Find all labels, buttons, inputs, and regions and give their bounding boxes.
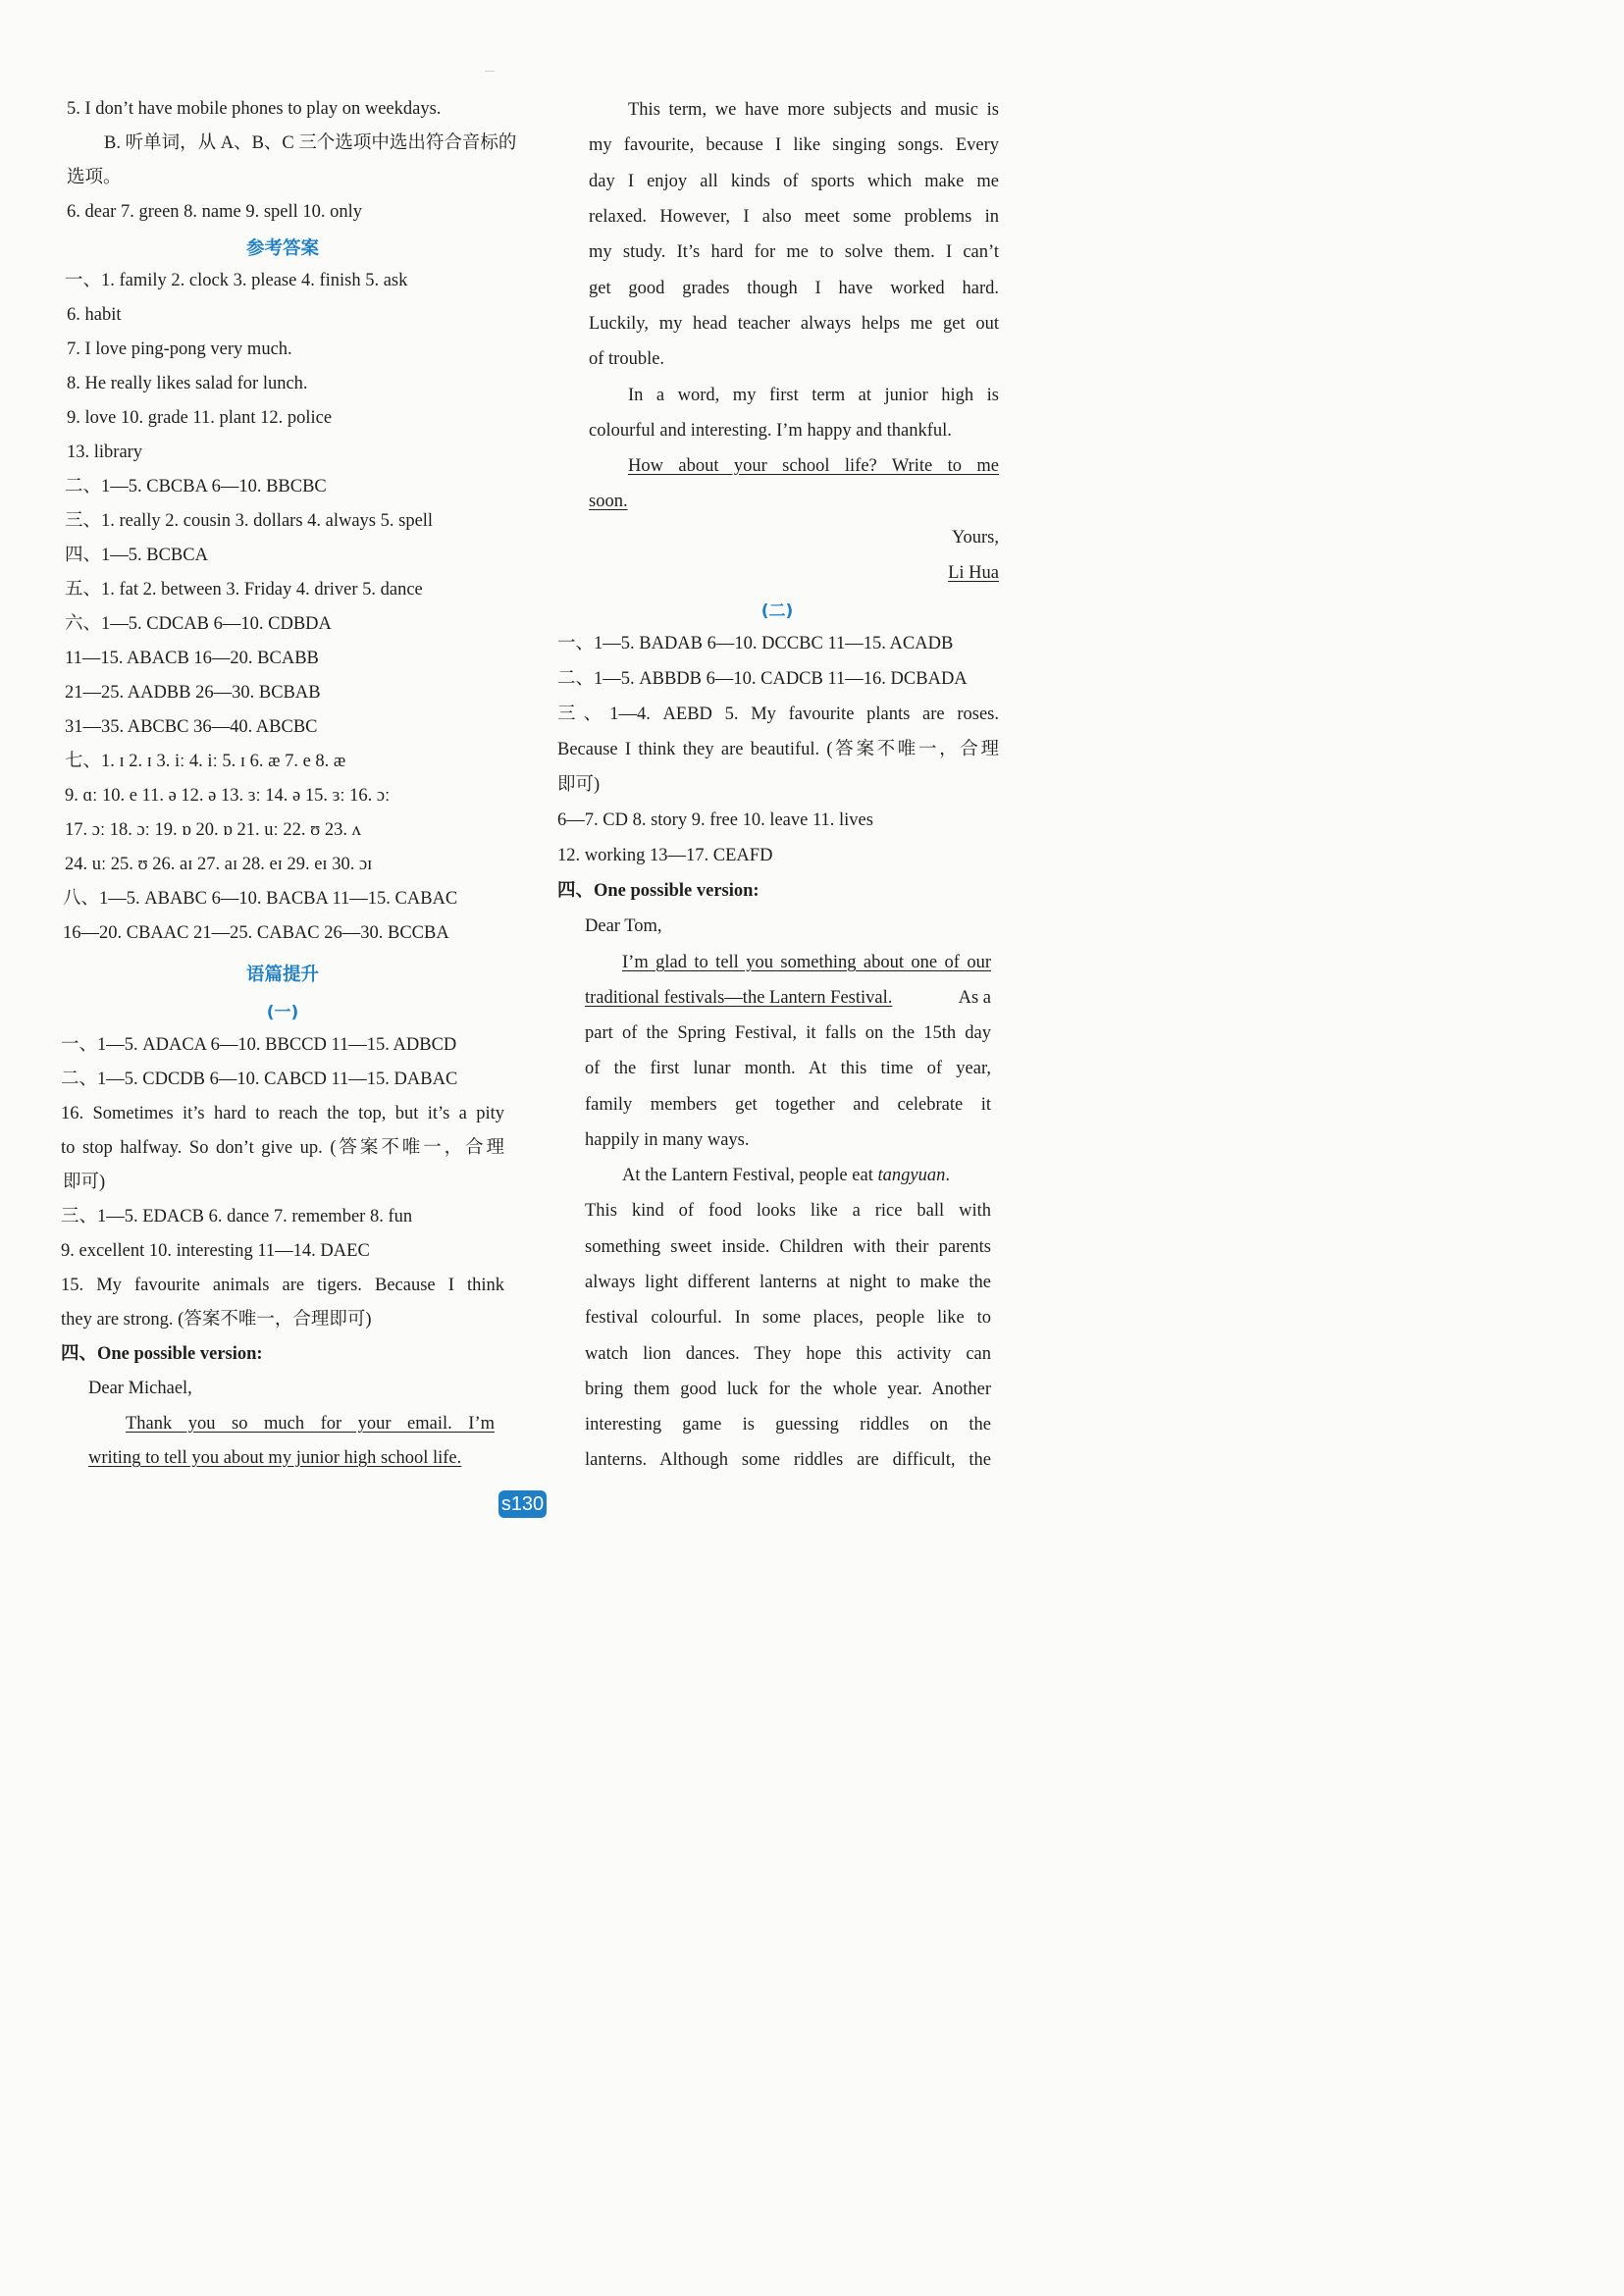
line: 31—35. ABCBC 36—40. ABCBC	[65, 717, 318, 737]
line: 一、1—5. BADAB 6—10. DCCBC 11—15. ACADB	[557, 634, 954, 653]
line: 五、1. fat 2. between 3. Friday 4. driver 5. dance	[65, 580, 423, 600]
line: 八、1—5. ABABC 6—10. BACBA 11—15. CABAC	[63, 889, 458, 909]
line: 6—7. CD 8. story 9. free 10. leave 11. lives	[557, 810, 873, 830]
line: something sweet inside. Children with their parents	[585, 1237, 991, 1257]
line: 16. Sometimes it’s hard to reach the top, but it’s a pity	[61, 1104, 504, 1123]
line: 21—25. AADBB 26—30. BCBAB	[65, 683, 321, 703]
line: 9. love 10. grade 11. plant 12. police	[67, 408, 333, 428]
line: In a word, my first term at junior high is	[628, 386, 999, 405]
line: my study. It’s hard for me to solve them. I can’t	[589, 242, 999, 262]
line: 一、1—5. ADACA 6—10. BBCCD 11—15. ADBCD	[61, 1035, 457, 1055]
line: 七、1. ɪ 2. ɪ 3. iː 4. iː 5. ɪ 6. æ 7. e 8. æ	[65, 752, 346, 771]
line: B. 听单词，从 A、B、C 三个选项中选出符合音标的	[104, 133, 517, 153]
line: 选项。	[67, 168, 122, 187]
line: 即可)	[557, 775, 601, 795]
top-edge-mark	[485, 71, 495, 72]
line: This term, we have more subjects and music is	[628, 100, 999, 120]
signature-name: Li Hua	[948, 563, 999, 583]
line: 9. excellent 10. interesting 11—14. DAEC	[61, 1241, 370, 1261]
section-heading-answers: 参考答案	[245, 238, 319, 259]
line: 二、1—5. CBCBA 6—10. BBCBC	[65, 477, 327, 496]
line: 四、One possible version:	[61, 1344, 263, 1364]
text: .	[945, 1166, 950, 1185]
line	[585, 987, 991, 1009]
line: soon.	[589, 492, 628, 511]
italic-text: tangyuan	[877, 1166, 946, 1185]
subsection-heading-two: (二)	[760, 601, 794, 621]
section-heading-passage: 语篇提升	[245, 965, 319, 985]
line: part of the Spring Festival, it falls on the 15th day	[585, 1023, 991, 1043]
line: 16—20. CBAAC 21—25. CABAC 26—30. BCCBA	[63, 923, 449, 943]
line: 12. working 13—17. CEAFD	[557, 846, 773, 865]
line: colourful and interesting. I’m happy and thankful.	[589, 421, 952, 441]
line: 四、One possible version:	[557, 881, 760, 901]
line: interesting game is guessing riddles on the	[585, 1415, 991, 1435]
line: 6. habit	[67, 305, 122, 325]
line: 5. I don’t have mobile phones to play on weekdays.	[67, 99, 442, 119]
line: get good grades though I have worked hard.	[589, 279, 999, 298]
line: 15. My favourite animals are tigers. Because I think	[61, 1276, 504, 1295]
line: Luckily, my head teacher always helps me get out	[589, 314, 999, 334]
line: of trouble.	[589, 349, 665, 369]
line: Because I think they are beautiful. (答案不唯一，合理	[557, 740, 999, 759]
underlined-text: traditional festivals—the Lantern Festival.	[585, 988, 893, 1008]
text: At the Lantern Festival, people eat	[622, 1166, 878, 1185]
line: How about your school life? Write to me	[628, 456, 999, 476]
line: writing to tell you about my junior high school life.	[88, 1448, 462, 1468]
line: Dear Tom,	[585, 916, 662, 936]
line: family members get together and celebrate it	[585, 1095, 991, 1115]
line: Thank you so much for your email. I’m	[126, 1414, 495, 1434]
line: Dear Michael,	[88, 1379, 192, 1398]
line: 四、1—5. BCBCA	[65, 546, 208, 565]
line: 17. ɔː 18. ɔː 19. ɒ 20. ɒ 21. uː 22. ʊ 23. ʌ	[65, 820, 361, 840]
line: festival colourful. In some places, people like to	[585, 1308, 991, 1328]
line: bring them good luck for the whole year. Another	[585, 1380, 991, 1399]
line: lanterns. Although some riddles are difficult, the	[585, 1450, 991, 1470]
line: 8. He really likes salad for lunch.	[67, 374, 308, 393]
line: 13. library	[67, 443, 143, 462]
line: they are strong. (答案不唯一，合理即可)	[61, 1310, 372, 1330]
line	[622, 1165, 950, 1186]
line: happily in many ways.	[585, 1130, 750, 1150]
line: 二、1—5. CDCDB 6—10. CABCD 11—15. DABAC	[61, 1070, 458, 1089]
line: 6. dear 7. green 8. name 9. spell 10. only	[67, 202, 363, 222]
subsection-heading-one: (一)	[266, 1003, 299, 1022]
text: As a	[958, 988, 991, 1008]
line: 二、1—5. ABBDB 6—10. CADCB 11—16. DCBADA	[557, 669, 968, 689]
line: 7. I love ping-pong very much.	[67, 339, 292, 359]
line: 一、1. family 2. clock 3. please 4. finish 5. ask	[65, 271, 408, 290]
line: of the first lunar month. At this time of year,	[585, 1059, 991, 1078]
line: always light different lanterns at night to make the	[585, 1273, 991, 1292]
line: day I enjoy all kinds of sports which make me	[589, 172, 999, 191]
line: 24. uː 25. ʊ 26. aɪ 27. aɪ 28. eɪ 29. eɪ 30. ɔɪ	[65, 855, 373, 874]
line: This kind of food looks like a rice ball with	[585, 1201, 991, 1221]
closing-yours: Yours,	[952, 528, 999, 548]
line: 三、1—5. EDACB 6. dance 7. remember 8. fun	[61, 1207, 413, 1226]
line: 六、1—5. CDCAB 6—10. CDBDA	[65, 614, 332, 634]
line: 11—15. ABACB 16—20. BCABB	[65, 649, 319, 668]
line: relaxed. However, I also meet some problems in	[589, 207, 999, 227]
line: I’m glad to tell you something about one of our	[622, 953, 991, 972]
page-number: s130	[498, 1490, 547, 1518]
line: watch lion dances. They hope this activity can	[585, 1344, 991, 1364]
line: 三、1—4. AEBD 5. My favourite plants are roses.	[557, 704, 999, 724]
line: 三、1. really 2. cousin 3. dollars 4. always 5. spell	[65, 511, 434, 531]
line: 即可)	[63, 1173, 106, 1192]
line: my favourite, because I like singing songs. Every	[589, 135, 999, 155]
line: 9. ɑː 10. e 11. ə 12. ə 13. ɜː 14. ə 15. ɜː 16. ɔː	[65, 786, 391, 806]
line: to stop halfway. So don’t give up. (答案不唯一，合理	[61, 1138, 504, 1158]
